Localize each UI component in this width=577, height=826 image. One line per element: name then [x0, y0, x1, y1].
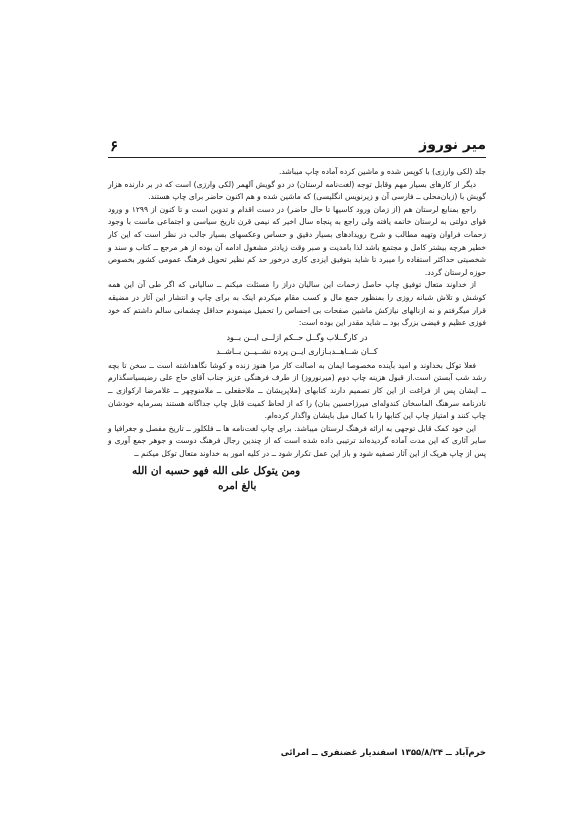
poem-line-1: در کارگــلاب وگــل حــکم ازلــی ایــن بــود [226, 332, 368, 342]
signature-line: خرم‌آباد ــ ۱۳۵۵/۸/۲۴ اسفندیار غضنفری ــ امرائی [280, 748, 486, 758]
paragraph-2: دیگر از کارهای بسیار مهم وقابل توجه (لغت‌نامه لرستان) در دو گویش آلهمر (لکی وارزی) است که در بر دارنده هزار گویش با (زبان‌محلی ــ فارسی آن و زیرنویس انگلیسی) که ماشین شده و هم اکنون حاضر برای چاپ هستند. [108, 179, 486, 202]
poem-line-2: کــان شــاهــدبـازاری ایــن پرده نشــیــن بــاشــد [216, 346, 378, 356]
paragraph-3: راجع بمنابع لرستان هم (از زمان ورود کاسیها تا حال حاضر) در دست اقدام و تدوین است و تا کنون از ۱۲۹۹ و ورود قوای دولتی به لرستان خاتمه یافته ولی راجع به پنجاه سال اخیر که نیمی قرن تاریخ سیاسی و اجتماعی ماست با وجود زحمات فراوان وتهیه مطالب و شرح رویدادهای بسیار دقیق و حساس وعکسهای بسیار جالب در نظر است که این کار خطیر هرچه بیشتر کامل و مجتمع باشد لذا بامدیت و صبر وقت زیادتر مشغول ادامه آن بوده از هر مرجع ــ کتاب و سند و شخصیتی حداکثر استفاده را میبرد تا شاید بتوفیق ایزدی کاری درخور حد کم نظیر تحویل فرهنگ عمومی کشور بخصوص حوزه لرستان گردد. [108, 204, 486, 277]
body-text [108, 166, 486, 494]
running-title: میر نوروز [419, 137, 486, 153]
header-rule [108, 157, 486, 158]
page-number: ۶ [110, 137, 119, 155]
paragraph-6: این خود کمک قابل توجهی به ارائه فرهنگ لرستان میباشد. برای چاپ لغت‌نامه ها ــ فلکلور ــ تاریخ مفصل و جغرافیا و سایر آثاری که این مدت آماده گردیده‌اند ترتیبی داده شده است که از چندین رجال فرهنگ دوست و جوهر جمع آوری و پس از چاپ هریک از این آثار تصفیه شود و باز این عمل تکرار شود ــ در کلیه امور به خداوند متعال توکل میکنم ــ [108, 423, 486, 458]
prayer-verse [108, 464, 486, 494]
paragraph-5: فعلا توکل بخداوند و امید بآینده مخصوصا ایمان به اصالت کار مرا هنوز زنده و کوشا نگاهداشته است ــ سخن تا بچه رشد شب آبستن است.از قبول هزینه چاپ دوم (میرنوروز) از طرف فرهنگی عزیز جناب آقای حاج علی رضیسیاسگذارم ــ ایشان پس از فراغت از این کار تصمیم دارند کتابهای (ملاپریشان ــ ملاحقعلی ــ ملامنوچهر ــ غلامرضا ارکوازی ــ نادرنامه سرهنگ الماسخان کندوله‌ای میرزاحسین بنان) را که از لحاظ کمیت قابل چاپ جداگانه هستند بسرمایه خودشان چاپ کنند و امتیاز چاپ این کتابها را با کمال میل بایشان واگذار کرده‌ام. [108, 360, 486, 421]
prayer-line-2: بالغ امره [218, 480, 257, 493]
paragraph-4: از خداوند متعال توفیق چاپ حاصل زحمات این سالیان دراز را مسئلت میکنم ــ سالیانی که اگر طی آن این همه کوشش و تلاش شبانه روزی را بمنظور جمع مال و کسب مقام میکردم اینک به برای چاپ و انتشار این آثار در مضیقه قرار میگرفتم و نه ازنالهای نیازکش ماشین صفحات بی احساس را تحمیل مینمودم حداقل چشمانی سالم داشتم که خود فوزی عظیم و فیضی بزرگ بود ــ شاید مقدر این بوده است: [108, 280, 486, 328]
prayer-line-1: ومن يتوكل على الله فهو حسبه ان الله [132, 465, 301, 478]
poem-verse [108, 331, 486, 359]
paragraph-1: جلد (لکی وارزی) با کوپس شده و ماشین کرده آماده چاپ میباشد. [278, 167, 486, 176]
page-header [108, 137, 486, 157]
